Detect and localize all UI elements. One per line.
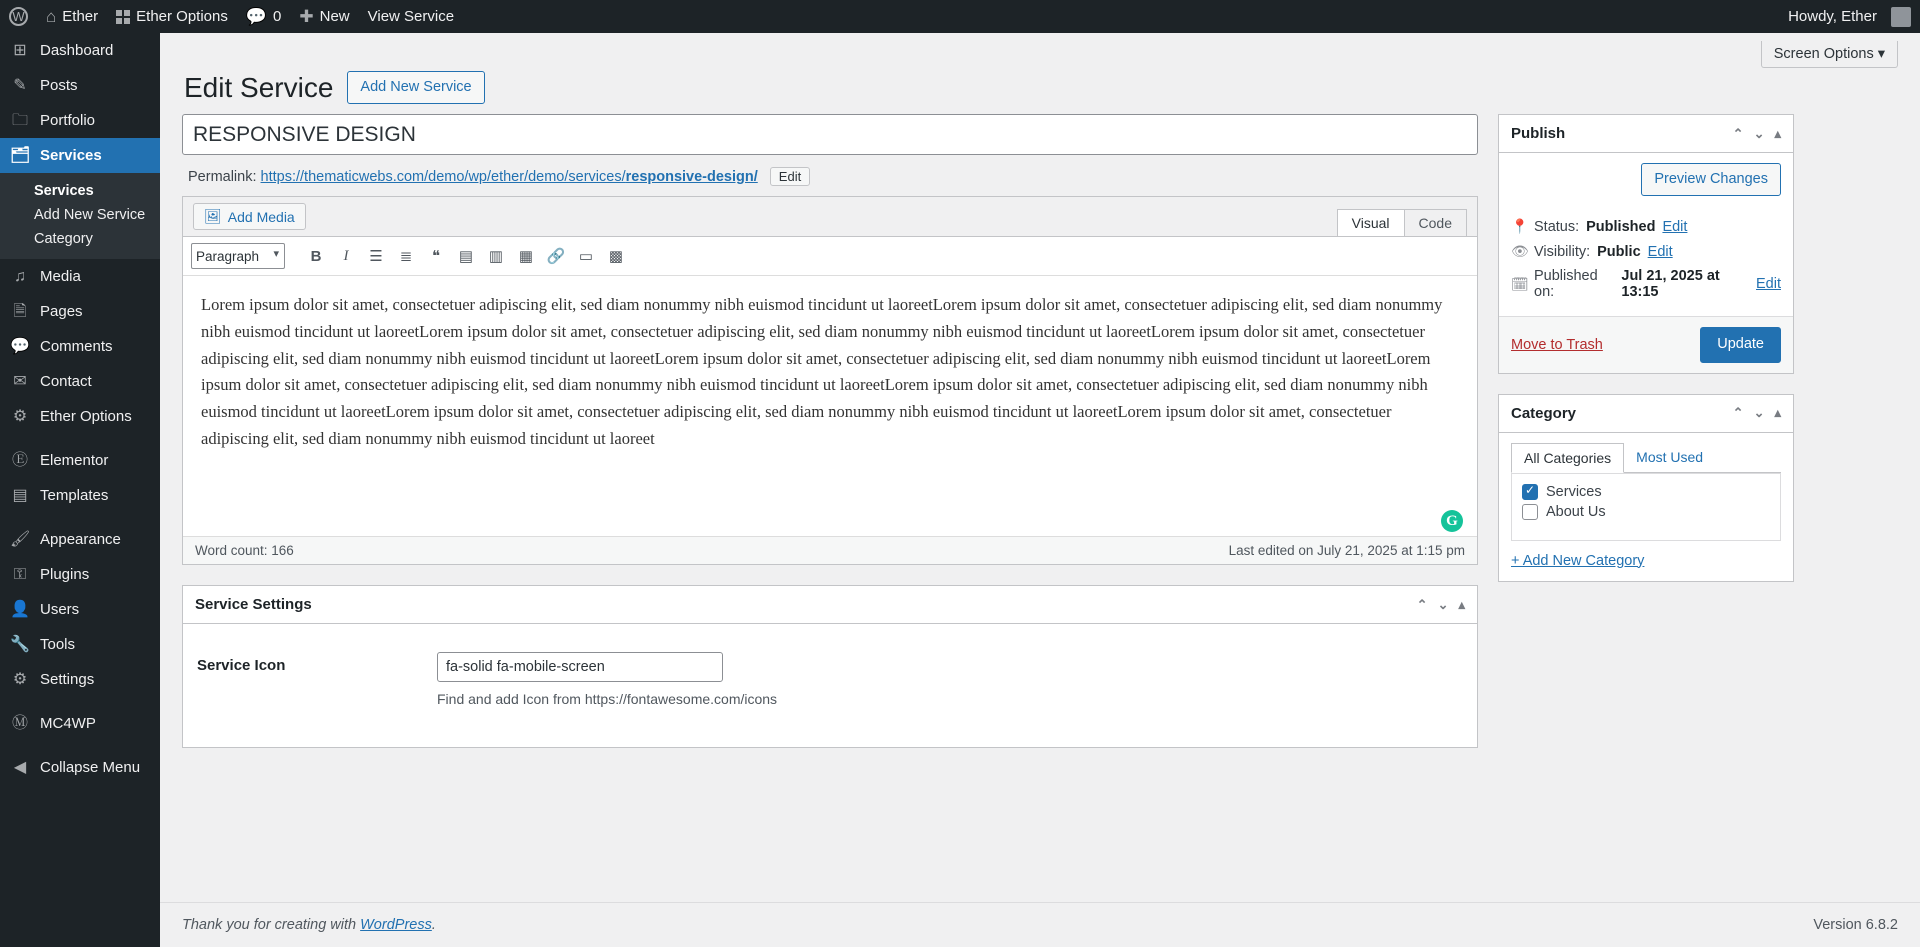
publish-header — [1499, 115, 1793, 153]
view-service-label: View Service — [367, 8, 455, 25]
bold-icon[interactable]: B — [310, 247, 322, 265]
plugin-icon: ⚿ — [13, 565, 27, 583]
service-settings-title: Service Settings — [195, 596, 312, 614]
home-icon: ⌂ — [46, 7, 57, 26]
sidebar-item-label: MC4WP — [40, 715, 96, 732]
view-service-link[interactable] — [359, 0, 463, 33]
add-new-service-button[interactable]: Add New Service — [347, 71, 484, 104]
publish-actions — [1499, 316, 1793, 372]
submenu-item-category[interactable]: Category — [34, 231, 93, 247]
add-new-category-link[interactable]: + Add New Category — [1511, 552, 1645, 569]
sidebar-item-label: Media — [40, 268, 81, 285]
publish-box — [1498, 114, 1794, 373]
version-label: Version 6.8.2 — [1813, 917, 1898, 933]
category-title: Category — [1511, 404, 1577, 422]
update-button[interactable]: Update — [1700, 327, 1781, 362]
sidebar-item-elementor[interactable] — [0, 443, 160, 478]
grid-icon — [116, 10, 130, 24]
status-label: Status: — [1534, 218, 1580, 235]
mailchimp-icon: Ⓜ — [11, 714, 28, 732]
publish-controls — [1733, 126, 1781, 142]
editor-top-bar — [183, 197, 1477, 237]
wp-logo-menu[interactable] — [0, 0, 37, 33]
sidebar-item-label: Pages — [40, 303, 83, 320]
ether-options-label: Ether Options — [136, 8, 228, 25]
sidebar-item-templates[interactable] — [0, 478, 160, 513]
publish-misc-actions — [1499, 204, 1793, 316]
ether-options-menu[interactable] — [107, 0, 237, 33]
permalink-label: Permalink: — [188, 169, 257, 186]
tab-visual[interactable]: Visual — [1337, 209, 1405, 236]
sidebar-item-pages[interactable] — [0, 294, 160, 329]
sidebar-item-label: Comments — [40, 338, 113, 355]
editor-footer — [183, 536, 1477, 564]
grammarly-icon[interactable]: G — [1441, 510, 1463, 532]
footer-thanks-pre: Thank you for creating with — [182, 917, 361, 933]
dashboard-icon: ⊞ — [13, 41, 27, 59]
category-item-label: Services — [1546, 483, 1602, 500]
settings-icon: ⚙ — [12, 670, 28, 688]
category-tabs — [1511, 443, 1781, 473]
permalink-link[interactable] — [261, 169, 758, 185]
move-down-icon[interactable]: ⌄ — [1437, 596, 1449, 612]
pin-icon: ✎ — [13, 76, 27, 94]
new-label: New — [319, 8, 350, 25]
visibility-value: Public — [1597, 243, 1641, 260]
eye-icon: 👁 — [1511, 243, 1529, 260]
site-name-label: Ether — [62, 8, 99, 25]
blockquote-icon[interactable]: ❝ — [431, 248, 441, 266]
service-settings-body — [183, 624, 1477, 747]
visibility-label: Visibility: — [1534, 243, 1591, 260]
sidebar-item-label: Portfolio — [40, 112, 96, 129]
footer-thanks-post: . — [431, 917, 436, 933]
sidebar-item-portfolio[interactable] — [0, 103, 160, 138]
align-left-icon[interactable]: ▤ — [458, 248, 474, 266]
move-down-icon[interactable]: ⌄ — [1753, 125, 1765, 141]
admin-sidebar — [0, 33, 160, 947]
elementor-icon: Ⓔ — [11, 451, 28, 469]
category-body — [1499, 433, 1793, 581]
sidebar-item-label: Services — [40, 147, 102, 164]
checkbox-checked-icon[interactable] — [1522, 484, 1538, 500]
wordpress-link[interactable]: WordPress — [360, 917, 432, 933]
status-value: Published — [1586, 218, 1656, 235]
tools-icon: 🔧 — [10, 635, 30, 653]
preview-changes-button[interactable]: Preview Changes — [1641, 163, 1781, 196]
calendar-icon: 🗓 — [1511, 275, 1529, 292]
gear-icon: ⚙ — [12, 407, 28, 425]
editor-content-area[interactable] — [183, 276, 1477, 536]
howdy-label: Howdy, Ether — [1788, 8, 1877, 25]
mail-icon: ✉ — [13, 372, 27, 390]
sidebar-item-posts[interactable] — [0, 68, 160, 103]
sidebar-item-users[interactable] — [0, 592, 160, 627]
submenu-item-add-new-service[interactable]: Add New Service — [34, 207, 146, 223]
edit-visibility-link[interactable]: Edit — [1647, 243, 1673, 260]
category-item-services[interactable] — [1522, 482, 1770, 502]
add-media-icon: 🖼 — [204, 208, 222, 225]
folder-icon: 🗀 — [11, 111, 28, 129]
category-box — [1498, 394, 1794, 582]
move-up-icon[interactable]: ⌃ — [1416, 596, 1428, 612]
wordpress-logo-icon: W — [9, 7, 28, 26]
users-icon: 👤 — [10, 600, 30, 618]
move-up-icon[interactable]: ⌃ — [1732, 125, 1744, 141]
editor-paragraph: Lorem ipsum dolor sit amet, consectetuer adipiscing elit, sed diam nonummy nibh euismod tincidunt ut laoreetLorem ipsum dolor sit amet, consectetuer adipiscing elit, sed diam nonummy nibh euismod tincidunt ut laoreetLorem ipsum dolor sit amet, consectetuer adipiscing elit, sed diam nonummy nibh euismod tincidunt ut laoreetLorem ipsum dolor sit amet, consectetuer adipiscing elit, sed diam nonummy nibh euismod tincidunt ut laoreetLorem ipsum dolor sit amet, consectetuer adipiscing elit, sed diam nonummy nibh euismod tincidunt ut laoreetLorem ipsum dolor sit amet, consectetuer adipiscing elit, sed diam nonummy nibh euismod tincidunt ut laoreetLorem ipsum dolor sit amet, consectetuer adipiscing elit, sed diam nonummy nibh euismod tincidunt ut laoreetLorem ipsum dolor sit amet, consectetuer adipiscing elit, sed diam nonummy nibh euismod tincidunt ut laoreetLorem ipsum dolor sit amet, consectetuer adipiscing elit, sed diam nonummy nibh euismod tincidunt ut laoreet — [201, 295, 1443, 448]
tab-all-categories[interactable]: All Categories — [1511, 443, 1624, 473]
services-icon: 🗂 — [10, 146, 31, 164]
sidebar-item-media[interactable] — [0, 259, 160, 294]
status-row — [1511, 214, 1781, 239]
permalink-base: https://thematicwebs.com/demo/wp/ether/demo/services/ — [260, 169, 626, 186]
align-center-icon[interactable]: ▥ — [488, 248, 504, 266]
service-settings-metabox — [182, 585, 1478, 748]
category-header — [1499, 395, 1793, 433]
sidebar-item-label: Collapse Menu — [40, 759, 141, 776]
paragraph-format-select[interactable] — [191, 243, 285, 269]
published-value: Jul 21, 2025 at 13:15 — [1621, 268, 1720, 301]
link-icon[interactable]: 🔗 — [546, 248, 566, 266]
new-content-menu[interactable] — [290, 0, 358, 33]
toggle-panel-icon[interactable]: ▴ — [1774, 125, 1781, 141]
category-item-label: About Us — [1546, 503, 1606, 520]
tab-most-used[interactable]: Most Used — [1636, 448, 1704, 465]
category-item-about-us[interactable] — [1522, 502, 1770, 522]
sidebar-item-plugins[interactable] — [0, 557, 160, 592]
edit-published-link[interactable]: Edit — [1756, 276, 1781, 293]
service-settings-header — [183, 586, 1477, 624]
comment-count: 0 — [273, 8, 282, 25]
screen-options-button[interactable]: Screen Options ▾ — [1761, 41, 1898, 68]
sidebar-item-label: Users — [40, 601, 80, 618]
sidebar-item-ether-options[interactable] — [0, 399, 160, 434]
service-icon-field — [437, 652, 777, 707]
read-more-icon[interactable]: ▭ — [578, 248, 594, 266]
published-label: Published on: — [1534, 268, 1598, 301]
sidebar-item-label: Ether Options — [40, 408, 132, 425]
services-submenu — [0, 173, 160, 259]
publish-preview-row — [1499, 153, 1793, 204]
align-right-icon[interactable]: ▦ — [518, 248, 534, 266]
sidebar-item-collapse-menu[interactable] — [0, 750, 160, 785]
paragraph-format-select-wrap — [191, 243, 285, 269]
sidebar-item-tools[interactable] — [0, 627, 160, 662]
edit-permalink-button[interactable]: Edit — [770, 167, 810, 186]
sidebar-item-label: Dashboard — [40, 42, 114, 59]
footer-credit — [182, 917, 436, 933]
primary-column — [182, 114, 1478, 748]
service-icon-help: Find and add Icon from https://fontawesome.com/icons — [437, 691, 778, 708]
sidebar-item-label: Elementor — [40, 452, 109, 469]
editor-mode-tabs — [1338, 209, 1467, 236]
move-up-icon[interactable]: ⌃ — [1732, 405, 1744, 421]
toggle-panel-icon[interactable]: ▴ — [1774, 405, 1781, 421]
avatar — [1891, 7, 1911, 27]
sidebar-divider — [0, 434, 160, 443]
toolbar-toggle-icon[interactable]: ▩ — [608, 248, 624, 266]
visibility-row — [1511, 239, 1781, 264]
comments-icon: 💬 — [10, 337, 30, 355]
sidebar-item-label: Templates — [40, 487, 109, 504]
edit-status-link[interactable]: Edit — [1662, 218, 1688, 235]
sidebar-divider — [0, 741, 160, 750]
bulleted-list-icon[interactable]: ☰ — [369, 248, 383, 266]
comments-menu[interactable] — [237, 0, 291, 33]
sidebar-item-label: Plugins — [40, 566, 90, 583]
sidebar-item-label: Appearance — [40, 531, 121, 548]
editor — [182, 196, 1478, 565]
brush-icon: 🖌 — [10, 530, 31, 548]
comment-icon: 💬 — [245, 7, 268, 26]
sidebar-item-dashboard[interactable] — [0, 33, 160, 68]
templates-icon: ▤ — [12, 486, 28, 504]
admin-bar — [0, 0, 1920, 33]
post-title-input[interactable] — [182, 114, 1478, 155]
secondary-column — [1498, 114, 1794, 748]
sidebar-item-services[interactable] — [0, 138, 160, 173]
admin-bar-right — [1779, 0, 1920, 33]
sidebar-item-comments[interactable] — [0, 329, 160, 364]
move-to-trash-link[interactable]: Move to Trash — [1511, 336, 1603, 353]
page-header — [160, 33, 1920, 114]
my-account-menu[interactable] — [1779, 0, 1920, 33]
submenu-item-services[interactable]: Services — [34, 183, 94, 199]
published-on-row — [1511, 264, 1781, 304]
columns — [160, 114, 1920, 748]
collapse-icon: ◀ — [13, 758, 27, 776]
service-icon-label: Service Icon — [197, 657, 286, 675]
add-media-button[interactable] — [193, 203, 306, 230]
page-icon: 🗎 — [13, 302, 27, 320]
admin-footer — [160, 902, 1920, 947]
main-content — [160, 33, 1920, 947]
checkbox-icon[interactable] — [1522, 504, 1538, 520]
word-count: Word count: 166 — [195, 543, 294, 559]
plus-icon: ✚ — [299, 7, 314, 26]
toggle-panel-icon[interactable]: ▴ — [1458, 596, 1465, 612]
category-checklist — [1511, 473, 1781, 541]
move-down-icon[interactable]: ⌄ — [1753, 405, 1765, 421]
sidebar-item-settings[interactable] — [0, 662, 160, 697]
page-title: Edit Service — [184, 71, 334, 103]
media-icon: ♫ — [14, 267, 26, 285]
pin-icon: 📍 — [1511, 218, 1529, 235]
service-icon-field-row — [197, 652, 1463, 707]
service-icon-input[interactable] — [437, 652, 723, 682]
add-media-label: Add Media — [227, 208, 295, 225]
category-controls — [1733, 405, 1781, 421]
site-name-menu[interactable] — [37, 0, 107, 33]
sidebar-item-label: Posts — [40, 77, 78, 94]
italic-icon[interactable]: I — [343, 247, 349, 264]
permalink-row — [182, 155, 1478, 196]
permalink-slug: responsive-design/ — [625, 169, 758, 186]
numbered-list-icon[interactable]: ≣ — [399, 248, 413, 266]
sidebar-item-label: Settings — [40, 671, 95, 688]
screen-options-wrap — [1761, 41, 1898, 68]
sidebar-item-label: Contact — [40, 373, 92, 390]
sidebar-item-contact[interactable] — [0, 364, 160, 399]
sidebar-divider — [0, 513, 160, 522]
sidebar-divider — [0, 697, 160, 706]
editor-toolbar — [183, 237, 1477, 276]
tab-code[interactable]: Code — [1404, 209, 1467, 236]
last-edited: Last edited on July 21, 2025 at 1:15 pm — [1228, 543, 1465, 559]
metabox-controls — [1417, 597, 1465, 613]
publish-title: Publish — [1511, 125, 1566, 143]
sidebar-item-mc4wp[interactable] — [0, 706, 160, 741]
sidebar-item-appearance[interactable] — [0, 522, 160, 557]
sidebar-item-label: Tools — [40, 636, 76, 653]
